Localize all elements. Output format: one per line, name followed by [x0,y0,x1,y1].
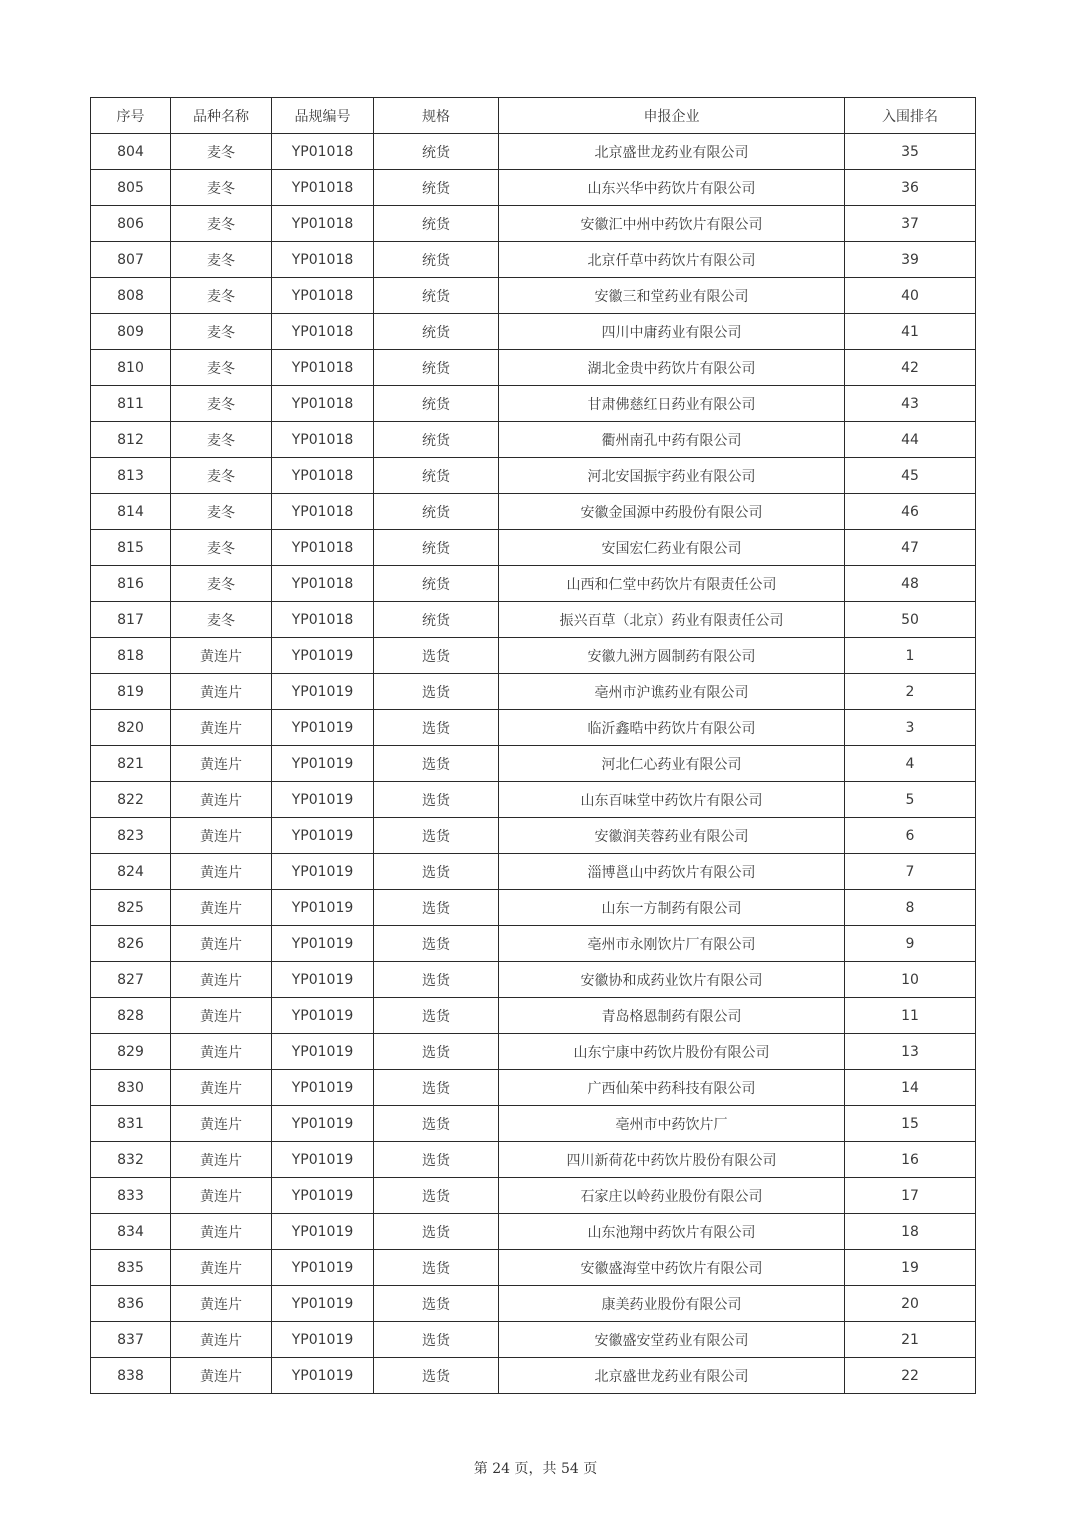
cell-grade: 选货 [374,998,499,1034]
cell-applicant-company: 山东百味堂中药饮片有限公司 [499,782,845,818]
cell-spec-code: YP01019 [272,1286,374,1322]
cell-ranking: 13 [845,1034,976,1070]
cell-ranking: 5 [845,782,976,818]
table-row [91,1250,976,1286]
cell-applicant-company: 安徽金国源中药股份有限公司 [499,494,845,530]
cell-spec-code: YP01019 [272,782,374,818]
cell-variety-name: 黄连片 [171,962,272,998]
table-row [91,314,976,350]
cell-spec-code: YP01018 [272,206,374,242]
cell-variety-name: 麦冬 [171,350,272,386]
cell-serial-number: 812 [91,422,171,458]
cell-applicant-company: 山东一方制药有限公司 [499,890,845,926]
cell-applicant-company: 安徽三和堂药业有限公司 [499,278,845,314]
cell-variety-name: 麦冬 [171,422,272,458]
cell-spec-code: YP01018 [272,170,374,206]
cell-applicant-company: 河北安国振宇药业有限公司 [499,458,845,494]
cell-ranking: 7 [845,854,976,890]
cell-spec-code: YP01018 [272,458,374,494]
cell-ranking: 36 [845,170,976,206]
cell-serial-number: 817 [91,602,171,638]
cell-serial-number: 822 [91,782,171,818]
cell-variety-name: 黄连片 [171,710,272,746]
cell-spec-code: YP01018 [272,134,374,170]
table-row [91,1070,976,1106]
cell-spec-code: YP01018 [272,602,374,638]
cell-serial-number: 837 [91,1322,171,1358]
cell-variety-name: 麦冬 [171,314,272,350]
cell-spec-code: YP01019 [272,638,374,674]
cell-applicant-company: 安徽九洲方圆制药有限公司 [499,638,845,674]
cell-applicant-company: 亳州市永刚饮片厂有限公司 [499,926,845,962]
cell-ranking: 20 [845,1286,976,1322]
cell-ranking: 9 [845,926,976,962]
cell-variety-name: 麦冬 [171,170,272,206]
cell-spec-code: YP01019 [272,746,374,782]
cell-ranking: 40 [845,278,976,314]
cell-grade: 选货 [374,962,499,998]
cell-spec-code: YP01019 [272,926,374,962]
table-row [91,1322,976,1358]
cell-variety-name: 黄连片 [171,926,272,962]
cell-variety-name: 麦冬 [171,458,272,494]
cell-grade: 统货 [374,494,499,530]
cell-ranking: 4 [845,746,976,782]
cell-applicant-company: 淄博邕山中药饮片有限公司 [499,854,845,890]
cell-ranking: 35 [845,134,976,170]
cell-variety-name: 黄连片 [171,1250,272,1286]
cell-spec-code: YP01019 [272,1034,374,1070]
cell-variety-name: 麦冬 [171,386,272,422]
cell-spec-code: YP01018 [272,242,374,278]
cell-applicant-company: 亳州市沪谯药业有限公司 [499,674,845,710]
cell-ranking: 41 [845,314,976,350]
cell-serial-number: 814 [91,494,171,530]
cell-variety-name: 黄连片 [171,1142,272,1178]
cell-variety-name: 黄连片 [171,1070,272,1106]
cell-spec-code: YP01019 [272,710,374,746]
cell-ranking: 15 [845,1106,976,1142]
cell-grade: 统货 [374,458,499,494]
header-ranking: 入围排名 [845,98,976,134]
table-row [91,350,976,386]
cell-applicant-company: 石家庄以岭药业股份有限公司 [499,1178,845,1214]
table-row [91,422,976,458]
header-grade: 规格 [374,98,499,134]
table-row [91,710,976,746]
cell-ranking: 37 [845,206,976,242]
cell-ranking: 50 [845,602,976,638]
cell-variety-name: 麦冬 [171,530,272,566]
cell-serial-number: 826 [91,926,171,962]
cell-variety-name: 麦冬 [171,242,272,278]
cell-variety-name: 麦冬 [171,134,272,170]
cell-serial-number: 831 [91,1106,171,1142]
cell-grade: 选货 [374,1106,499,1142]
cell-applicant-company: 安徽润芙蓉药业有限公司 [499,818,845,854]
cell-spec-code: YP01019 [272,1358,374,1394]
cell-ranking: 18 [845,1214,976,1250]
table-row [91,1142,976,1178]
cell-grade: 选货 [374,1286,499,1322]
cell-grade: 选货 [374,782,499,818]
cell-grade: 统货 [374,422,499,458]
cell-grade: 选货 [374,1358,499,1394]
table-row [91,1358,976,1394]
cell-applicant-company: 安徽汇中州中药饮片有限公司 [499,206,845,242]
cell-serial-number: 834 [91,1214,171,1250]
cell-grade: 统货 [374,386,499,422]
cell-spec-code: YP01018 [272,566,374,602]
table-row [91,890,976,926]
cell-variety-name: 黄连片 [171,1106,272,1142]
cell-spec-code: YP01019 [272,1214,374,1250]
table-row [91,278,976,314]
table-row [91,1034,976,1070]
cell-spec-code: YP01019 [272,1070,374,1106]
cell-grade: 统货 [374,242,499,278]
cell-spec-code: YP01019 [272,1106,374,1142]
cell-variety-name: 黄连片 [171,1178,272,1214]
cell-variety-name: 黄连片 [171,1034,272,1070]
cell-variety-name: 黄连片 [171,1322,272,1358]
page-number-footer: 第 24 页，共 54 页 [473,1461,598,1477]
cell-serial-number: 813 [91,458,171,494]
cell-ranking: 21 [845,1322,976,1358]
cell-applicant-company: 安徽盛安堂药业有限公司 [499,1322,845,1358]
cell-grade: 统货 [374,566,499,602]
cell-serial-number: 824 [91,854,171,890]
cell-serial-number: 836 [91,1286,171,1322]
table-row [91,170,976,206]
cell-grade: 选货 [374,818,499,854]
cell-grade: 选货 [374,1322,499,1358]
table-row [91,494,976,530]
cell-serial-number: 810 [91,350,171,386]
cell-grade: 统货 [374,314,499,350]
cell-variety-name: 黄连片 [171,1358,272,1394]
cell-variety-name: 麦冬 [171,602,272,638]
cell-spec-code: YP01019 [272,854,374,890]
cell-applicant-company: 青岛格恩制药有限公司 [499,998,845,1034]
cell-spec-code: YP01018 [272,494,374,530]
cell-ranking: 43 [845,386,976,422]
table-row [91,746,976,782]
table-row [91,458,976,494]
cell-variety-name: 黄连片 [171,890,272,926]
cell-applicant-company: 四川中庸药业有限公司 [499,314,845,350]
cell-grade: 统货 [374,278,499,314]
cell-ranking: 46 [845,494,976,530]
table-row [91,998,976,1034]
cell-serial-number: 806 [91,206,171,242]
cell-ranking: 11 [845,998,976,1034]
header-applicant-company: 申报企业 [499,98,845,134]
table-row [91,242,976,278]
cell-ranking: 48 [845,566,976,602]
cell-ranking: 45 [845,458,976,494]
cell-applicant-company: 安徽盛海堂中药饮片有限公司 [499,1250,845,1286]
data-table [90,97,976,1394]
cell-spec-code: YP01019 [272,890,374,926]
table-row [91,962,976,998]
cell-serial-number: 825 [91,890,171,926]
cell-serial-number: 833 [91,1178,171,1214]
cell-ranking: 14 [845,1070,976,1106]
table-row [91,566,976,602]
cell-variety-name: 麦冬 [171,278,272,314]
cell-ranking: 39 [845,242,976,278]
cell-applicant-company: 振兴百草（北京）药业有限责任公司 [499,602,845,638]
cell-grade: 选货 [374,890,499,926]
cell-applicant-company: 湖北金贵中药饮片有限公司 [499,350,845,386]
cell-grade: 选货 [374,1178,499,1214]
table-row [91,818,976,854]
table-row [91,1286,976,1322]
cell-applicant-company: 广西仙茱中药科技有限公司 [499,1070,845,1106]
cell-applicant-company: 衢州南孔中药有限公司 [499,422,845,458]
cell-grade: 统货 [374,206,499,242]
cell-variety-name: 黄连片 [171,1286,272,1322]
cell-applicant-company: 北京仟草中药饮片有限公司 [499,242,845,278]
cell-ranking: 19 [845,1250,976,1286]
cell-ranking: 2 [845,674,976,710]
cell-spec-code: YP01019 [272,1250,374,1286]
cell-applicant-company: 北京盛世龙药业有限公司 [499,134,845,170]
cell-ranking: 47 [845,530,976,566]
table-row [91,1106,976,1142]
cell-serial-number: 819 [91,674,171,710]
cell-applicant-company: 山东兴华中药饮片有限公司 [499,170,845,206]
cell-ranking: 8 [845,890,976,926]
cell-serial-number: 808 [91,278,171,314]
cell-ranking: 22 [845,1358,976,1394]
cell-applicant-company: 山东宁康中药饮片股份有限公司 [499,1034,845,1070]
cell-applicant-company: 安徽协和成药业饮片有限公司 [499,962,845,998]
cell-serial-number: 805 [91,170,171,206]
cell-grade: 选货 [374,1034,499,1070]
cell-spec-code: YP01019 [272,674,374,710]
cell-grade: 统货 [374,170,499,206]
cell-variety-name: 黄连片 [171,782,272,818]
cell-grade: 统货 [374,134,499,170]
cell-serial-number: 820 [91,710,171,746]
cell-grade: 选货 [374,638,499,674]
table-row [91,134,976,170]
cell-variety-name: 黄连片 [171,854,272,890]
cell-ranking: 6 [845,818,976,854]
table-row [91,638,976,674]
cell-serial-number: 830 [91,1070,171,1106]
table-row [91,1178,976,1214]
cell-grade: 统货 [374,530,499,566]
cell-serial-number: 809 [91,314,171,350]
cell-spec-code: YP01019 [272,998,374,1034]
table-row [91,386,976,422]
cell-serial-number: 804 [91,134,171,170]
cell-serial-number: 835 [91,1250,171,1286]
cell-applicant-company: 北京盛世龙药业有限公司 [499,1358,845,1394]
table-body [91,134,976,1394]
cell-applicant-company: 安国宏仁药业有限公司 [499,530,845,566]
cell-ranking: 1 [845,638,976,674]
cell-spec-code: YP01019 [272,1322,374,1358]
cell-ranking: 44 [845,422,976,458]
cell-serial-number: 821 [91,746,171,782]
cell-serial-number: 828 [91,998,171,1034]
cell-grade: 统货 [374,350,499,386]
cell-applicant-company: 山西和仁堂中药饮片有限责任公司 [499,566,845,602]
cell-variety-name: 黄连片 [171,998,272,1034]
table-row [91,926,976,962]
cell-serial-number: 818 [91,638,171,674]
cell-variety-name: 麦冬 [171,566,272,602]
header-spec-code: 品规编号 [272,98,374,134]
cell-grade: 选货 [374,1250,499,1286]
table-row [91,854,976,890]
cell-spec-code: YP01019 [272,818,374,854]
cell-serial-number: 816 [91,566,171,602]
cell-serial-number: 829 [91,1034,171,1070]
cell-variety-name: 麦冬 [171,206,272,242]
cell-serial-number: 838 [91,1358,171,1394]
cell-ranking: 10 [845,962,976,998]
cell-grade: 选货 [374,710,499,746]
cell-variety-name: 黄连片 [171,638,272,674]
cell-applicant-company: 河北仁心药业有限公司 [499,746,845,782]
cell-ranking: 17 [845,1178,976,1214]
cell-applicant-company: 临沂鑫晧中药饮片有限公司 [499,710,845,746]
cell-variety-name: 黄连片 [171,1214,272,1250]
cell-serial-number: 823 [91,818,171,854]
cell-serial-number: 827 [91,962,171,998]
table-row [91,206,976,242]
cell-applicant-company: 山东池翔中药饮片有限公司 [499,1214,845,1250]
table-row [91,602,976,638]
cell-variety-name: 黄连片 [171,818,272,854]
cell-applicant-company: 甘肃佛慈红日药业有限公司 [499,386,845,422]
table-header-row [91,98,976,134]
cell-serial-number: 811 [91,386,171,422]
cell-spec-code: YP01019 [272,1178,374,1214]
cell-serial-number: 815 [91,530,171,566]
table-row [91,1214,976,1250]
cell-grade: 统货 [374,602,499,638]
cell-variety-name: 黄连片 [171,674,272,710]
cell-applicant-company: 康美药业股份有限公司 [499,1286,845,1322]
table-row [91,782,976,818]
cell-applicant-company: 四川新荷花中药饮片股份有限公司 [499,1142,845,1178]
cell-grade: 选货 [374,746,499,782]
header-serial-number: 序号 [91,98,171,134]
cell-spec-code: YP01019 [272,1142,374,1178]
header-variety-name: 品种名称 [171,98,272,134]
cell-spec-code: YP01018 [272,386,374,422]
cell-applicant-company: 亳州市中药饮片厂 [499,1106,845,1142]
cell-spec-code: YP01018 [272,314,374,350]
cell-grade: 选货 [374,1070,499,1106]
cell-serial-number: 832 [91,1142,171,1178]
cell-variety-name: 麦冬 [171,494,272,530]
cell-grade: 选货 [374,1214,499,1250]
cell-ranking: 3 [845,710,976,746]
cell-grade: 选货 [374,926,499,962]
cell-spec-code: YP01018 [272,278,374,314]
cell-grade: 选货 [374,1142,499,1178]
cell-spec-code: YP01018 [272,350,374,386]
table-row [91,530,976,566]
cell-ranking: 16 [845,1142,976,1178]
cell-serial-number: 807 [91,242,171,278]
cell-grade: 选货 [374,854,499,890]
cell-ranking: 42 [845,350,976,386]
cell-spec-code: YP01018 [272,422,374,458]
cell-variety-name: 黄连片 [171,746,272,782]
cell-spec-code: YP01019 [272,962,374,998]
cell-grade: 选货 [374,674,499,710]
table-row [91,674,976,710]
cell-spec-code: YP01018 [272,530,374,566]
